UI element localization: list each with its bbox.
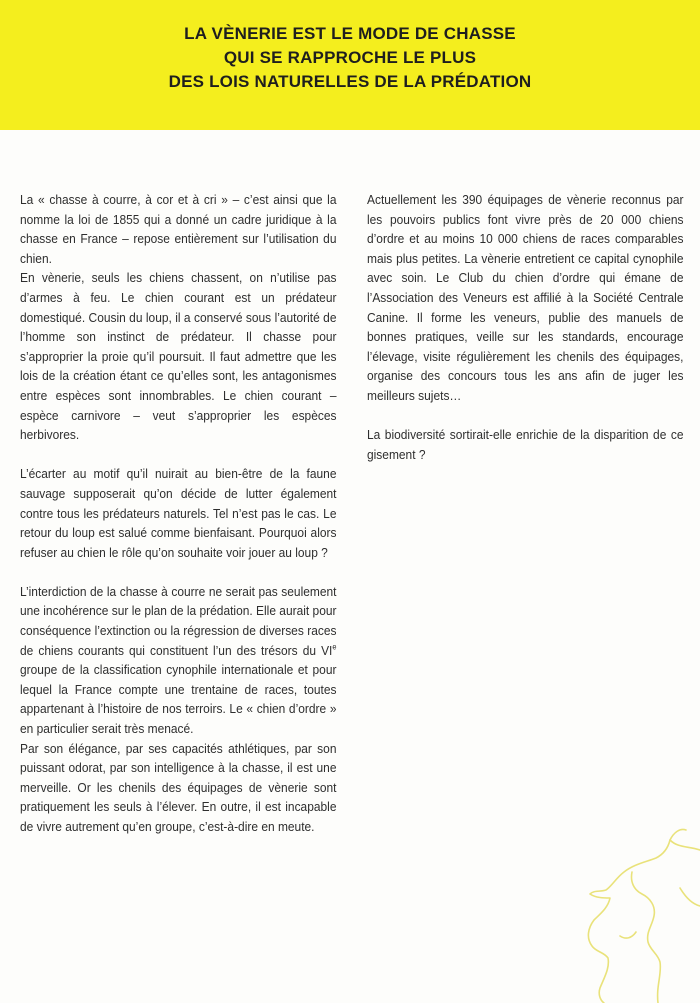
title-line-2: QUI SE RAPPROCHE LE PLUS — [223, 48, 477, 67]
paragraph-equipages: Actuellement les 390 équipages de vènerie reconnus par les pouvoirs publics font vivre près de 20 000 chiens d’ordre et au moins 10 000 chiens de races comparables mais plus petites. La vènerie entretient ce capital cynophile avec soin. Le Club du chien d’ordre qui émane de l’Association des Veneurs est affilié à la Société Centrale Canine. Il forme les veneurs, publie des manuels de bonnes pratiques, veille sur les standards, encourage l’élevage, visite régulièrement les chenils des équipages, organise des concours tous les ans afin de juger les meilleurs sujets… — [367, 192, 684, 403]
paragraph-interdiction-part-2: groupe de la classification cynophile internationale et pour lequel la France compte une trentaine de races, toutes appartenant à l’histoire de nos terroirs. Le « chien d’ordre » en particulier serait très menacé. — [20, 662, 337, 737]
paragraph-biodiversite: La biodiversité sortirait-elle enrichie de la disparition de ce gisement ? — [367, 427, 684, 462]
paragraph-retour-du-loup: L’écarter au motif qu’il nuirait au bien-être de la faune sauvage supposerait qu’on décide de lutter également contre tous les prédateurs naturels. Tel n’est pas le cas. Le retour du loup est salué comme bienfaisant. Pourquoi alors refuser au chien le rôle qu’on souhaite voir jouer au loup ? — [20, 466, 337, 560]
title-line-1: LA VÈNERIE EST LE MODE DE CHASSE — [184, 24, 516, 43]
paragraph-loi-1855: La « chasse à courre, à cor et à cri » – c’est ainsi que la nomme la loi de 1855 qui a donné un cadre juridique à la chasse en France – repose entièrement sur l’utilisation du chien. — [20, 192, 337, 266]
right-column — [367, 190, 683, 464]
title-line-3: DES LOIS NATURELLES DE LA PRÉDATION — [168, 72, 532, 91]
paragraph-interdiction — [20, 582, 336, 739]
superscript-e: e — [332, 642, 337, 652]
paragraph-interdiction-part-1: L’interdiction de la chasse à courre ne serait pas seulement une incohérence sur le plan de la prédation. Elle aurait pour conséquence l’extinction ou la régression de diverses races de chiens courants qui constituent l’un des trésors du VI — [20, 583, 337, 658]
page-title — [0, 22, 700, 94]
dog-outline-icon — [560, 828, 700, 1003]
paragraph-chien-courant: En vènerie, seuls les chiens chassent, on n’utilise pas d’armes à feu. Le chien courant est un prédateur domestiqué. Cousin du loup, il a conservé sous l’autorité de l’homme son instinct de prédateur. Il chasse pour s’approprier la proie qu’il poursuit. Il faut admettre que les lois de la création étant ce qu’elles sont, les antagonismes entre espèces sont innombrables. Le chien courant – espèce carnivore – veut s’approprier les espèces herbivores. — [20, 270, 337, 443]
paragraph-elegance: Par son élégance, par ses capacités athlétiques, par son puissant odorat, par son intelligence à la chasse, il est une merveille. Or les chenils des équipages de vènerie sont pratiquement les seuls à l’élever. En outre, il est incapable de vivre autrement qu’en groupe, c’est-à-dire en meute. — [20, 740, 337, 834]
left-column — [20, 190, 336, 837]
